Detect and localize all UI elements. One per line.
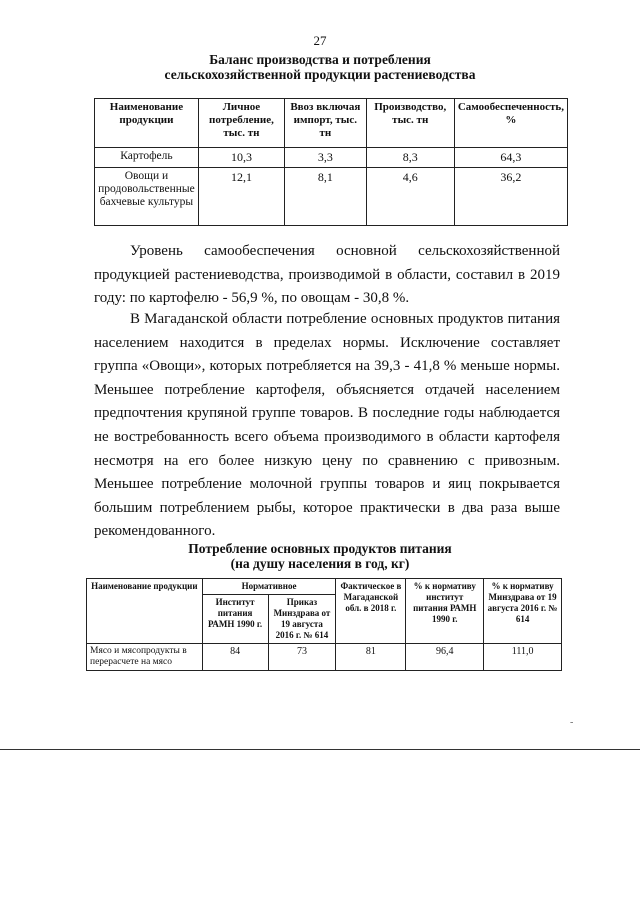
table-header-cell: Производство, тыс. тн <box>366 99 454 148</box>
table-header-row <box>87 579 562 595</box>
table-cell: 111,0 <box>484 644 562 671</box>
table2-title-line2: (на душу населения в год, кг) <box>230 556 410 571</box>
table-header-cell: Нормативное <box>202 579 336 595</box>
table-cell: 73 <box>268 644 336 671</box>
table2-title-line1: Потребление основных продуктов питания <box>188 541 452 556</box>
table-cell: 4,6 <box>366 168 454 226</box>
table1-title-line1: Баланс производства и потребления <box>209 52 431 67</box>
paragraph-consumption: В Магаданской области потребление основных продуктов питания населением находится в пределах нормы. Исключение составляет группа «Овощи», которых потребляется на 39,3 - 41,8 % меньше нормы. Меньшее потребление картофеля, объясняется отдачей населением предпочтения крупяной группе товаров. В последние годы наблюдается не востребованность всего объема производимого в области картофеля несмотря на его более низкую цену по сравнению с привозным. Меньшее потребление молочной группы товаров и яиц покрывается большим потреблением рыбы, которое практически в два раза выше рекомендованного. <box>94 311 560 540</box>
table-cell: Картофель <box>95 148 199 168</box>
food-consumption-table <box>86 578 562 671</box>
table-cell: 12,1 <box>198 168 284 226</box>
table-row <box>95 148 568 168</box>
table-header-cell: Наименование продукции <box>95 99 199 148</box>
table-row <box>87 644 562 671</box>
table-cell: 36,2 <box>454 168 567 226</box>
scan-mark: - <box>570 717 574 728</box>
table1-title-line2: сельскохозяйственной продукции растениеводства <box>164 67 476 82</box>
table2-title <box>0 541 640 571</box>
table-cell: 8,3 <box>366 148 454 168</box>
table-header-cell: Приказ Минздрава от 19 августа 2016 г. № 614 <box>268 595 336 644</box>
table1-title <box>0 52 640 82</box>
table-row <box>95 168 568 226</box>
table-cell: Овощи и продовольственные бахчевые культуры <box>95 168 199 226</box>
table-cell: 81 <box>336 644 406 671</box>
table-header-cell: Фактическое в Магаданской обл. в 2018 г. <box>336 579 406 644</box>
table-cell: 10,3 <box>198 148 284 168</box>
table-header-row <box>95 99 568 148</box>
table-header-cell: Ввоз включая импорт, тыс. тн <box>285 99 367 148</box>
table-header-cell: % к нормативу Минздрава от 19 августа 2016 г. № 614 <box>484 579 562 644</box>
table-header-cell: Личное потребление, тыс. тн <box>198 99 284 148</box>
paragraph-self-sufficiency: Уровень самообеспечения основной сельскохозяйственной продукцией растениеводства, производимой в области, составил в 2019 году: по картофелю - 56,9 %, по овощам - 30,8 %. <box>94 243 560 307</box>
table-header-cell: Самообеспеченность, % <box>454 99 567 148</box>
table-cell: 96,4 <box>406 644 484 671</box>
table-cell: 84 <box>202 644 268 671</box>
page-divider <box>0 749 640 750</box>
production-balance-table <box>94 98 568 226</box>
table-header-cell: Наименование продукции <box>87 579 203 644</box>
table-cell: 8,1 <box>285 168 367 226</box>
table-cell: 64,3 <box>454 148 567 168</box>
page-number: 27 <box>313 33 327 48</box>
table-cell: Мясо и мясопродукты в перерасчете на мясо <box>87 644 203 671</box>
table-cell: 3,3 <box>285 148 367 168</box>
table-header-cell: Институт питания РАМН 1990 г. <box>202 595 268 644</box>
table-header-cell: % к нормативу институт питания РАМН 1990 г. <box>406 579 484 644</box>
